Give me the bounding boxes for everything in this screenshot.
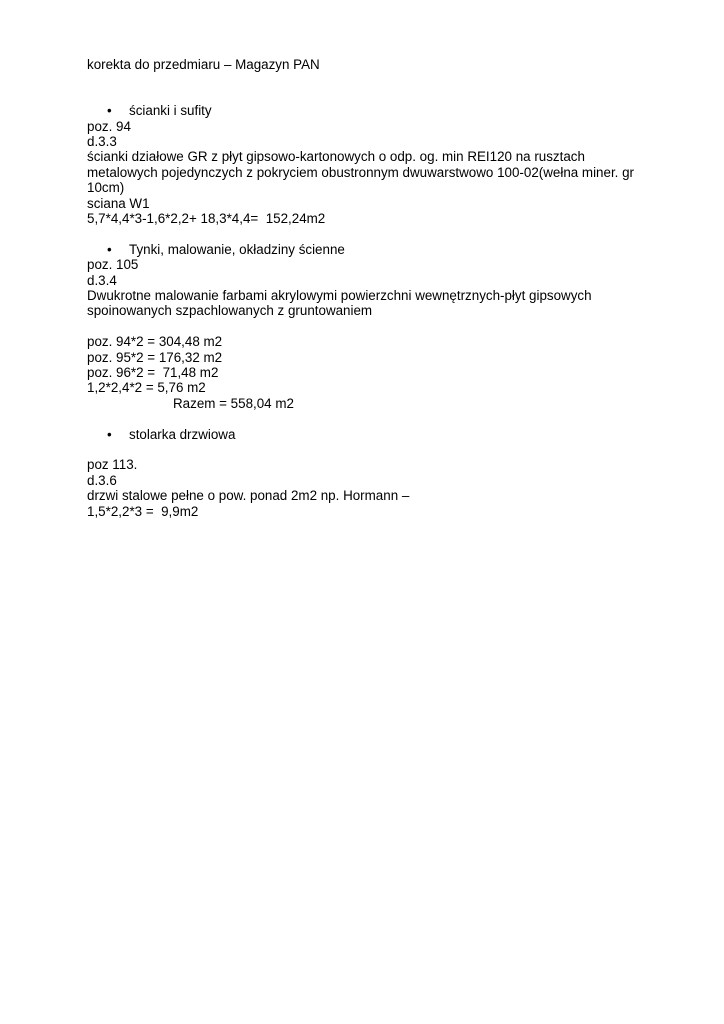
calculation-line: 1,2*2,4*2 = 5,76 m2 [87,380,206,396]
catalog-code: d.3.6 [87,472,117,488]
item-description: ścianki działowe GR z płyt gipsowo-kartonowych o odp. og. min REI120 na rusztach metalowych pojedynczych z pokryciem obustronnym dwuwarstwowo 100-02(wełna miner. gr 10cm) [87,149,635,196]
bullet-icon: • [107,103,112,119]
position-number: poz. 94 [87,118,131,134]
calculation-line: poz. 96*2 = 71,48 m2 [87,365,219,381]
section-heading-tynki [87,242,647,257]
document-title: korekta do przedmiaru – Magazyn PAN [87,57,320,72]
calculation-line: 1,5*2,2*3 = 9,9m2 [87,503,199,519]
item-description: drzwi stalowe pełne o pow. ponad 2m2 np. Hormann – [87,488,410,504]
wall-label: sciana W1 [87,195,150,211]
calculation-line: poz. 94*2 = 304,48 m2 [87,334,223,350]
section-heading-scianki [87,103,647,118]
calculation-line: poz. 95*2 = 176,32 m2 [87,349,223,365]
section-heading-label: stolarka drzwiowa [129,426,236,442]
document-body [87,57,647,519]
position-number: poz. 105 [87,257,139,273]
position-number: poz 113. [87,457,138,473]
total-line: Razem = 558,04 m2 [173,395,294,411]
bullet-icon: • [107,241,112,257]
catalog-code: d.3.3 [87,134,117,149]
calculation-line: 5,7*4,4*3-1,6*2,2+ 18,3*4,4= 152,24m2 [87,211,326,227]
item-description: Dwukrotne malowanie farbami akrylowymi powierzchni wewnętrznych-płyt gipsowych spoinowanych szpachlowanych z gruntowaniem [87,288,592,319]
bullet-icon: • [107,426,112,442]
catalog-code: d.3.4 [87,272,117,288]
section-heading-label: ścianki i sufity [129,103,212,119]
section-heading-stolarka [87,427,647,442]
section-heading-label: Tynki, malowanie, okładziny ścienne [129,241,345,257]
